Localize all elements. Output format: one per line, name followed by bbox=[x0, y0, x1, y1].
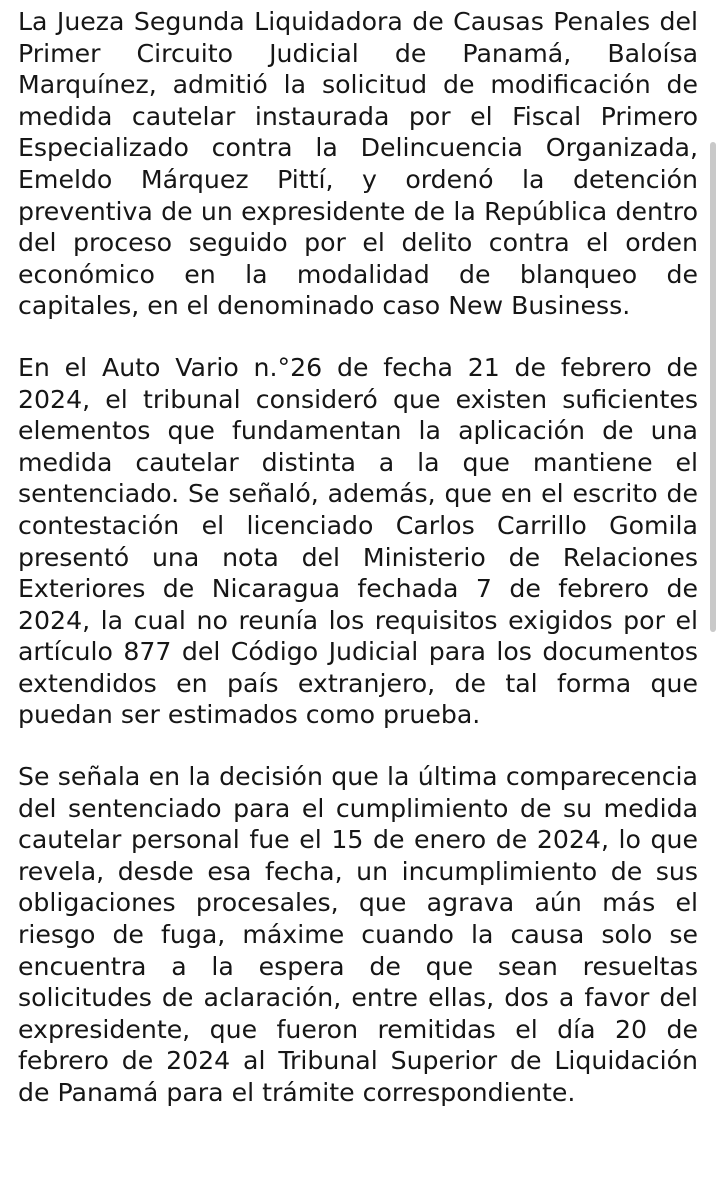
scrollbar-thumb[interactable] bbox=[710, 142, 716, 632]
paragraph-auto-vario: En el Auto Vario n.°26 de fecha 21 de febrero de 2024, el tribunal consideró que existen suficientes elementos que fundamentan la aplicación de una medida cautelar distinta a la que mantiene el sentenciado. Se señaló, además, que en el escrito de contestación el licenciado Carlos Carrillo Gomila presentó una nota del Ministerio de Relaciones Exteriores de Nicaragua fechada 7 de febrero de 2024, la cual no reunía los requisitos exigidos por el artículo 877 del Código Judicial para los documentos extendidos en país extranjero, de tal forma que puedan ser estimados como prueba. bbox=[18, 352, 698, 730]
article-body bbox=[18, 6, 698, 1109]
paragraph-court-order: La Jueza Segunda Liquidadora de Causas Penales del Primer Circuito Judicial de Panamá, Baloísa Marquínez, admitió la solicitud de modificación de medida cautelar instaurada por el Fiscal Primero Especializado contra la Delincuencia Organizada, Emeldo Márquez Pittí, y ordenó la detención preventiva de un expresidente de la República dentro del proceso seguido por el delito contra el orden económico en la modalidad de blanqueo de capitales, en el denominado caso New Business. bbox=[18, 7, 698, 321]
paragraph-decision: Se señala en la decisión que la última comparecencia del sentenciado para el cumplimiento de su medida cautelar personal fue el 15 de enero de 2024, lo que revela, desde esa fecha, un incumplimiento de sus obligaciones procesales, que agrava aún más el riesgo de fuga, máxime cuando la causa solo se encuentra a la espera de que sean resueltas solicitudes de aclaración, entre ellas, dos a favor del expresidente, que fueron remitidas el día 20 de febrero de 2024 al Tribunal Superior de Liquidación de Panamá para el trámite correspondiente. bbox=[18, 762, 698, 1107]
scrollbar[interactable] bbox=[709, 0, 717, 1200]
